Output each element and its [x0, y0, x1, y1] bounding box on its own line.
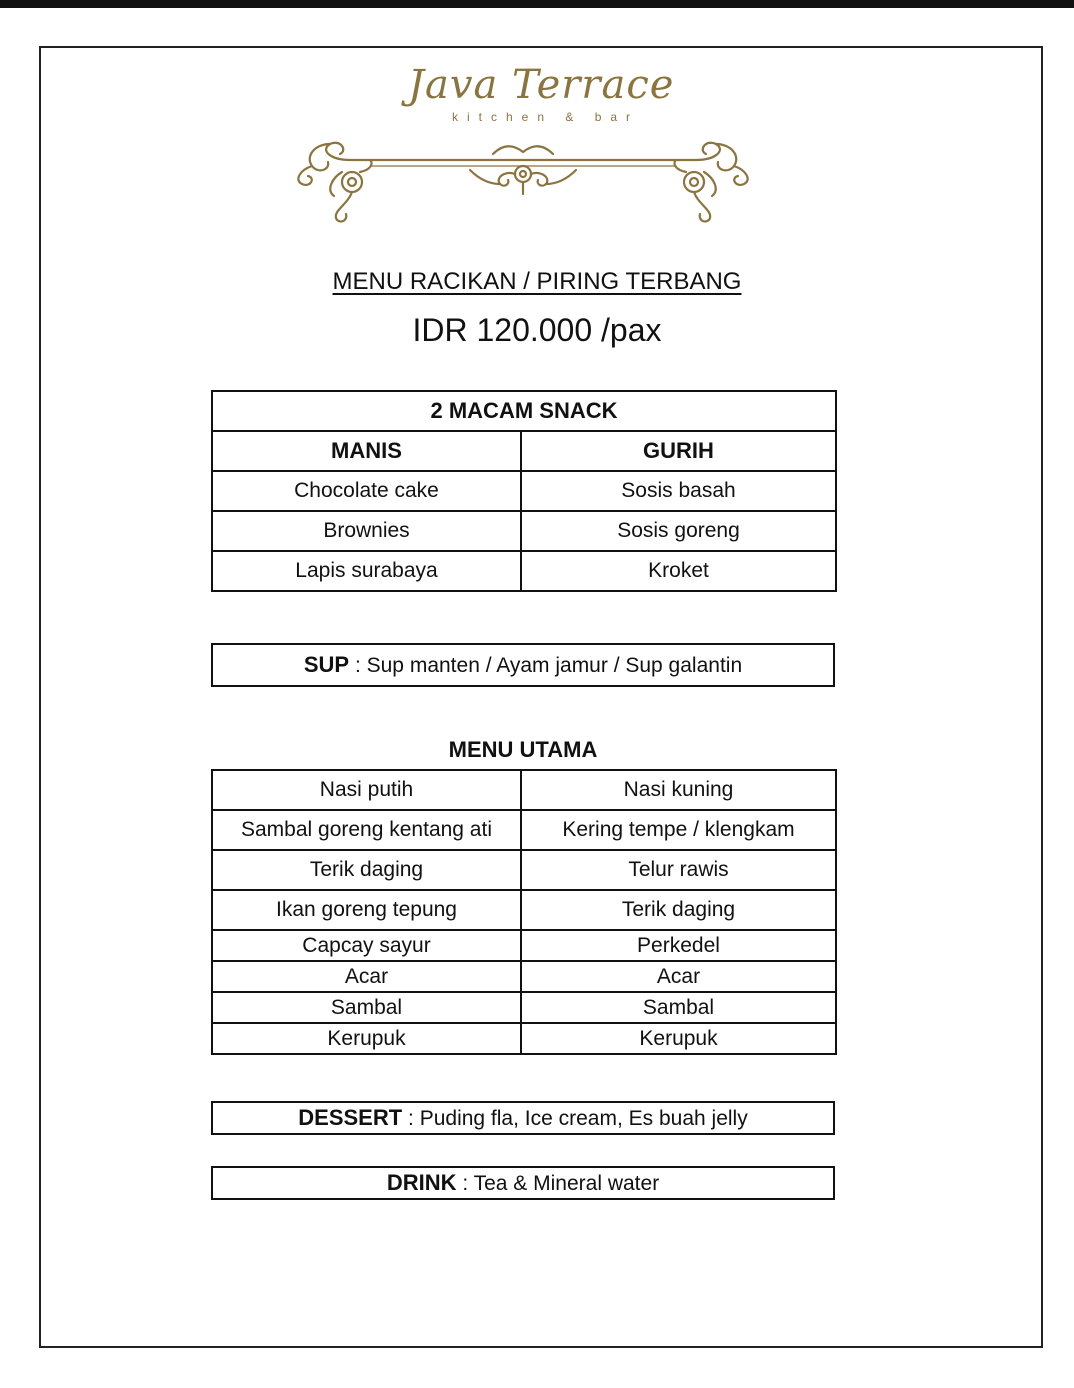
- menu-utama-heading: MENU UTAMA: [448, 737, 598, 762]
- dessert-box: [211, 1101, 835, 1135]
- top-edge-bar: [0, 0, 1074, 8]
- table-row: [212, 961, 836, 992]
- main-dish-cell: Sambal: [212, 992, 521, 1023]
- table-row: [212, 992, 836, 1023]
- sup-box: [211, 643, 835, 687]
- main-dish-cell: Kering tempe / klengkam: [521, 810, 836, 850]
- page-frame: [39, 46, 1043, 1348]
- main-dish-cell: Kerupuk: [521, 1023, 836, 1054]
- table-row: [212, 770, 836, 810]
- main-dish-cell: Acar: [521, 961, 836, 992]
- table-row: [212, 511, 836, 551]
- sup-separator: :: [349, 654, 367, 677]
- main-dish-cell: Sambal goreng kentang ati: [212, 810, 521, 850]
- drink-separator: :: [456, 1172, 474, 1195]
- table-row: [212, 930, 836, 961]
- flourish-ornament-icon: [290, 140, 756, 226]
- main-dish-cell: Sambal: [521, 992, 836, 1023]
- table-row: [212, 890, 836, 930]
- table-row: [212, 551, 836, 591]
- sup-value: Sup manten / Ayam jamur / Sup galantin: [366, 654, 743, 677]
- snack-cell: Kroket: [521, 551, 836, 591]
- snack-table: [211, 390, 837, 592]
- drink-value: Tea & Mineral water: [473, 1172, 660, 1195]
- main-dish-cell: Perkedel: [521, 930, 836, 961]
- snack-cell: Sosis goreng: [521, 511, 836, 551]
- sup-label: SUP: [303, 652, 350, 677]
- logo-subtitle: kitchen & bar: [452, 110, 640, 124]
- menu-title: MENU RACIKAN / PIRING TERBANG: [332, 268, 742, 295]
- restaurant-logo: [380, 60, 680, 130]
- logo-name: Java Terrace: [408, 62, 675, 108]
- table-row: [212, 1023, 836, 1054]
- main-dish-cell: Acar: [212, 961, 521, 992]
- table-row: [212, 850, 836, 890]
- drink-label: DRINK: [386, 1170, 457, 1195]
- dessert-label: DESSERT: [298, 1105, 403, 1130]
- snack-cell: Brownies: [212, 511, 521, 551]
- table-row: [212, 810, 836, 850]
- snack-cell: Lapis surabaya: [212, 551, 521, 591]
- main-dish-cell: Ikan goreng tepung: [212, 890, 521, 930]
- main-dish-cell: Terik daging: [521, 890, 836, 930]
- main-dish-cell: Nasi putih: [212, 770, 521, 810]
- snack-cell: Chocolate cake: [212, 471, 521, 511]
- snack-column-gurih: GURIH: [521, 431, 836, 471]
- main-dish-cell: Terik daging: [212, 850, 521, 890]
- snack-cell: Sosis basah: [521, 471, 836, 511]
- snack-heading: 2 MACAM SNACK: [212, 391, 836, 431]
- snack-column-manis: MANIS: [212, 431, 521, 471]
- main-dish-cell: Nasi kuning: [521, 770, 836, 810]
- main-dish-cell: Capcay sayur: [212, 930, 521, 961]
- dessert-separator: :: [402, 1107, 420, 1130]
- main-dish-cell: Kerupuk: [212, 1023, 521, 1054]
- drink-box: [211, 1166, 835, 1200]
- main-dish-cell: Telur rawis: [521, 850, 836, 890]
- menu-utama-table: [211, 769, 837, 1055]
- menu-price: IDR 120.000 /pax: [412, 312, 662, 348]
- table-row: [212, 471, 836, 511]
- dessert-value: Puding fla, Ice cream, Es buah jelly: [419, 1107, 748, 1130]
